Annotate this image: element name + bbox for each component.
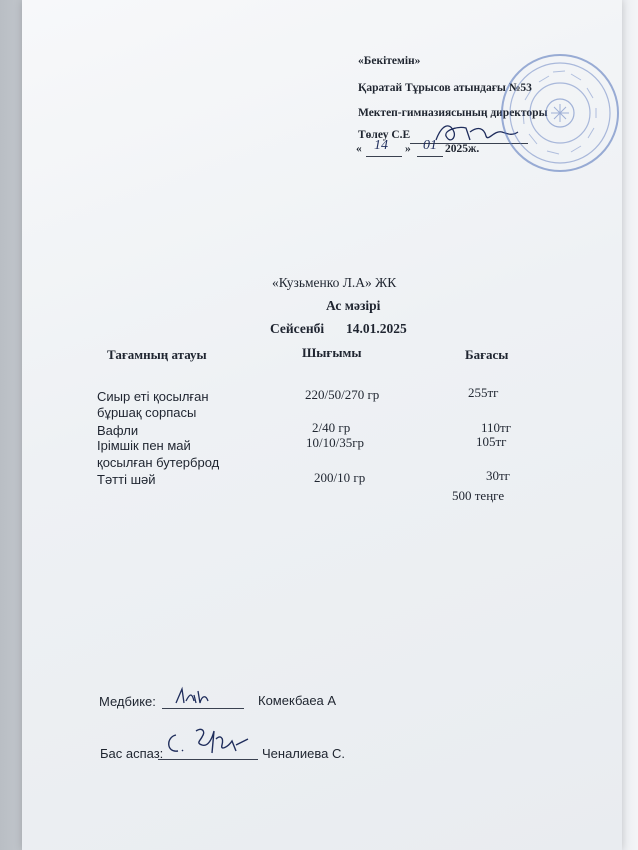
- date-quote-close: »: [405, 143, 411, 155]
- nurse-label: Медбике:: [99, 694, 156, 709]
- approval-line-2: Қаратай Тұрысов атындағы №53: [358, 82, 532, 94]
- nurse-name: Комекбаеа А: [258, 693, 337, 708]
- row-1-name-cont: бұршақ сорпасы: [97, 405, 197, 420]
- chef-signature: [162, 725, 252, 761]
- row-2-name: Вафли: [97, 423, 139, 438]
- menu-total: 500 теңге: [452, 488, 505, 503]
- menu-date: 14.01.2025: [346, 321, 407, 336]
- approval-signer: Төлеу С.Е: [358, 129, 411, 141]
- column-header-yield: Шығымы: [302, 345, 362, 360]
- date-day-line: [366, 156, 402, 157]
- nurse-signature: [172, 685, 212, 707]
- chef-name: Ченалиева С.: [262, 746, 345, 761]
- date-day: 14: [374, 138, 388, 153]
- row-4-price: 30тг: [486, 468, 511, 483]
- date-quote-open: «: [356, 143, 362, 155]
- row-1-yield: 220/50/270 гр: [305, 387, 380, 402]
- column-header-name: Тағамның атауы: [107, 347, 207, 362]
- approval-line-1: «Бекітемін»: [358, 55, 421, 67]
- row-3-yield: 10/10/35гр: [306, 435, 365, 450]
- menu-day: Сейсенбі: [270, 321, 325, 336]
- approval-line-3: Мектеп-гимназиясының директоры: [358, 107, 548, 119]
- row-1-price: 255тг: [468, 385, 499, 400]
- row-4-name: Тәтті шәй: [97, 472, 156, 487]
- school-stamp: [499, 52, 621, 174]
- chef-label: Бас аспаз:: [100, 746, 164, 761]
- row-3-name-cont: қосылған бутерброд: [97, 455, 220, 470]
- row-1-name: Сиыр еті қосылған: [97, 389, 209, 404]
- row-3-name: Ірімшік пен май: [97, 438, 191, 453]
- nurse-signature-line: [162, 708, 244, 709]
- document-page: [22, 0, 622, 850]
- row-3-price: 105тг: [476, 434, 507, 449]
- row-2-yield: 2/40 гр: [312, 420, 351, 435]
- menu-title: Ас мәзірі: [326, 298, 381, 313]
- date-month: 01: [423, 138, 437, 153]
- column-header-price: Бағасы: [465, 347, 509, 362]
- date-month-line: [417, 156, 443, 157]
- date-year: 2025ж.: [445, 143, 480, 155]
- row-4-yield: 200/10 гр: [314, 470, 366, 485]
- row-2-price: 110тг: [481, 420, 512, 435]
- company-name: «Кузьменко Л.А» ЖК: [272, 275, 397, 290]
